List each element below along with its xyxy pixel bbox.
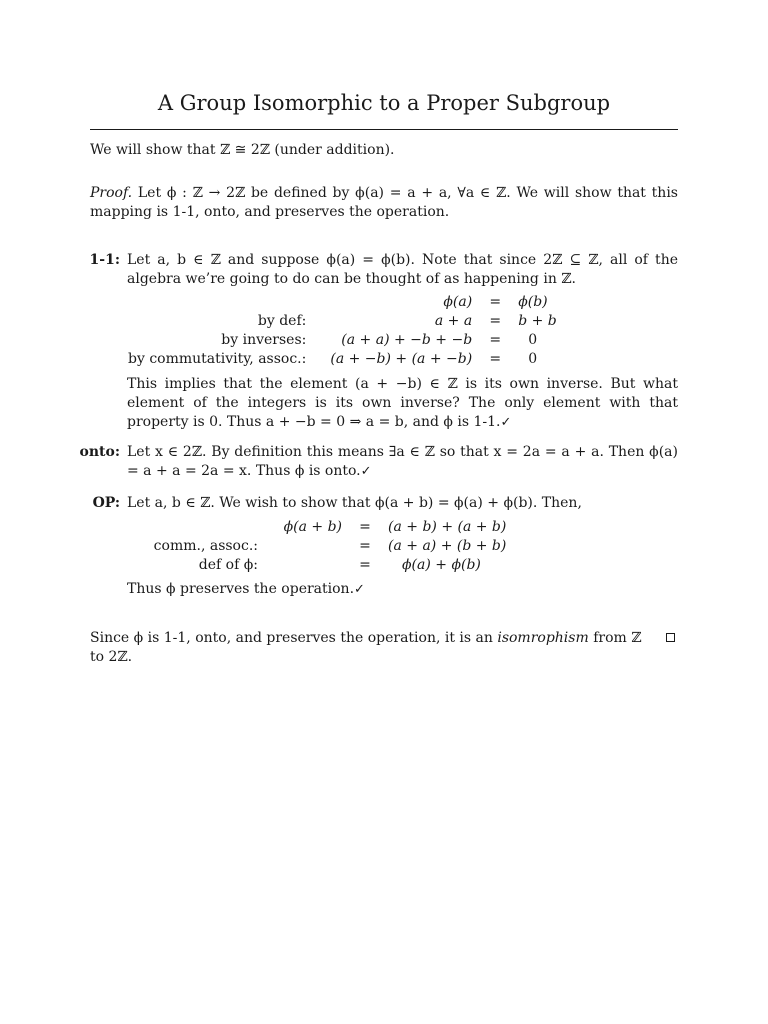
equation-reason — [128, 293, 330, 312]
equation-reason: by inverses: — [221, 332, 307, 348]
equation-op: = — [489, 332, 502, 348]
onto-text-body: Let x ∈ 2ℤ. By definition this means ∃a ∈ ℤ so that x = 2a = a + a. Then ϕ(a) = a + a = 2a = x. Thus ϕ is onto. — [127, 444, 678, 479]
op-conclusion — [127, 580, 678, 599]
equation-rhs: (a + a) + (b + b) — [388, 538, 507, 554]
equation-op: = — [359, 538, 371, 554]
qed-square-icon — [666, 633, 675, 642]
equation-lhs — [282, 537, 342, 556]
one-to-one-conclusion — [127, 375, 678, 432]
intro-paragraph: We will show that ℤ ≅ 2ℤ (under addition). — [90, 142, 395, 158]
onto-text — [127, 443, 678, 481]
equation-reason: by commutativity, assoc.: — [128, 351, 307, 367]
equation-reason: by def: — [257, 313, 307, 329]
equation-rhs: (a + b) + (a + b) — [388, 519, 507, 535]
equation-rhs: 0 — [528, 332, 538, 348]
equation-row — [128, 331, 557, 350]
equation-op: = — [359, 519, 371, 535]
equation-rhs: b + b — [518, 313, 557, 329]
equation-op: = — [489, 313, 502, 329]
equation-row — [128, 350, 557, 369]
checkmark-icon: ✓ — [360, 464, 372, 479]
one-to-one-label: 1-1: — [89, 252, 120, 268]
one-to-one-conclusion-text: This implies that the element (a + −b) ∈ ℤ is its own inverse. But what element of the integers is its own inverse? The only element with that property is 0. Thus a + −b = 0 ⇒ a = b, and ϕ is 1-1. — [127, 376, 678, 430]
equation-row — [128, 293, 557, 312]
op-label: OP: — [92, 495, 120, 511]
closing-paragraph — [90, 629, 650, 667]
equation-rhs: ϕ(a) + ϕ(b) — [402, 557, 481, 573]
onto-label: onto: — [79, 444, 120, 460]
equation-row — [128, 312, 557, 331]
proof-paragraph — [90, 184, 678, 222]
title-rule — [90, 129, 678, 130]
equation-row — [128, 537, 506, 556]
proof-label: Proof. — [90, 185, 133, 201]
equation-lhs: (a + a) + −b + −b — [341, 332, 473, 348]
equation-rhs: ϕ(b) — [518, 294, 548, 310]
closing-text-before: Since ϕ is 1-1, onto, and preserves the operation, it is an — [90, 630, 498, 646]
one-to-one-equations — [128, 293, 557, 369]
checkmark-icon: ✓ — [354, 582, 365, 597]
op-equations — [128, 518, 506, 575]
op-text: Let a, b ∈ ℤ. We wish to show that ϕ(a + b) = ϕ(a) + ϕ(b). Then, — [127, 495, 582, 511]
checkmark-icon: ✓ — [500, 415, 512, 430]
equation-op: = — [359, 557, 371, 573]
op-conclusion-text: Thus ϕ preserves the operation. — [127, 581, 355, 597]
equation-rhs: 0 — [528, 351, 538, 367]
one-to-one-text: Let a, b ∈ ℤ and suppose ϕ(a) = ϕ(b). Note that since 2ℤ ⊆ ℤ, all of the algebra we’re going to do can be thought of as happening in ℤ. — [127, 252, 678, 287]
closing-text-after: from ℤ to 2ℤ. — [90, 630, 642, 665]
page-title: A Group Isomorphic to a Proper Subgroup — [157, 91, 611, 115]
equation-reason — [128, 518, 282, 537]
equation-lhs: a + a — [434, 313, 473, 329]
equation-lhs: ϕ(a + b) — [283, 519, 342, 535]
equation-row — [128, 518, 506, 537]
equation-lhs: ϕ(a) — [443, 294, 473, 310]
equation-reason: def of ϕ: — [198, 557, 258, 573]
equation-row — [128, 556, 506, 575]
equation-op: = — [489, 351, 502, 367]
closing-emphasis: isomrophism — [497, 630, 589, 646]
proof-text: Let ϕ : ℤ → 2ℤ be defined by ϕ(a) = a + a, ∀a ∈ ℤ. We will show that this mapping is 1-1, onto, and preserves the operation. — [90, 185, 678, 220]
equation-lhs — [282, 556, 342, 575]
equation-reason: comm., assoc.: — [153, 538, 258, 554]
equation-lhs: (a + −b) + (a + −b) — [330, 351, 473, 367]
equation-op: = — [489, 294, 502, 310]
